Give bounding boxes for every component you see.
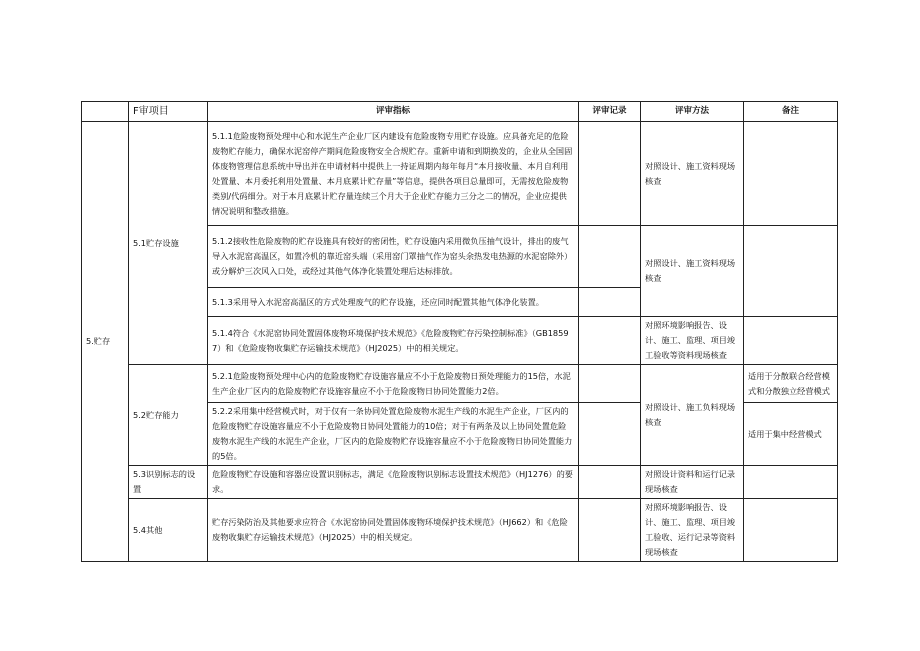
header-category xyxy=(82,102,129,122)
criteria-cell: 贮存污染防治及其他要求应符合《水泥窑协同处置固体废物环境保护技术规范》（HJ662）和《危险废物收集贮存运输技术规范》（HJ2025）中的相关规定。 xyxy=(208,499,579,562)
sub-item-cell: 5.1贮存设施 xyxy=(129,122,208,365)
header-note: 备注 xyxy=(744,102,838,122)
criteria-cell: 5.2.1危险废物预处理中心内的危险废物贮存设施容量应不小于危险废物日预处理能力的15倍，水泥生产企业厂区内的危险废物贮存设施容量应不小于危险废物日协同处置能力2倍。 xyxy=(208,365,579,403)
sub-item-cell: 5.2贮存能力 xyxy=(129,365,208,466)
record-cell xyxy=(579,317,641,365)
header-method: 评审方法 xyxy=(641,102,744,122)
method-cell: 对照设计、施工负料现场核查 xyxy=(641,365,744,466)
header-record: 评审记录 xyxy=(579,102,641,122)
review-table xyxy=(81,101,838,562)
criteria-cell: 5.1.2接收性危险废物的贮存设施具有较好的密闭性，贮存设施内采用微负压抽气设计，排出的废气导入水泥窑高温区，如置冷机的靠近窑头端（采用窑门罩抽气作为窑头余热发电热源的水泥窑除外）或分解炉三次风入口处，或经过其他气体净化装置处理后达标排放。 xyxy=(208,226,579,288)
method-cell: 对照环境影响报告、设计、施工、监理、项目竣工验收等资料现场核查 xyxy=(641,317,744,365)
method-cell: 对照设计资料和运行记录现场核查 xyxy=(641,466,744,499)
method-cell: 对照设计、施工资料现场核查 xyxy=(641,226,744,317)
header-row xyxy=(82,102,838,122)
method-cell: 对照环境影响报告、设计、施工、监理、项目竣工验收、运行记录等资料现场核查 xyxy=(641,499,744,562)
table-row xyxy=(82,499,838,562)
note-cell xyxy=(744,317,838,365)
record-cell xyxy=(579,226,641,288)
sub-item-cell: 5.4其他 xyxy=(129,499,208,562)
note-cell: 适用于分散联合经营模式和分散独立经营模式 xyxy=(744,365,838,403)
criteria-cell: 5.1.4符合《水泥窑协同处置固体废物环境保护技术规范》《危险废物贮存污染控制标准》（GB18597）和《危险废物收集贮存运输技术规范》（HJ2025）中的相关规定。 xyxy=(208,317,579,365)
header-criteria: 评审指标 xyxy=(208,102,579,122)
table-row xyxy=(82,365,838,403)
note-cell xyxy=(744,499,838,562)
record-cell xyxy=(579,499,641,562)
header-item: F审项目 xyxy=(129,102,208,122)
category-cell: 5.贮存 xyxy=(82,122,129,562)
note-cell: 适用于集中经营模式 xyxy=(744,403,838,466)
note-cell xyxy=(744,226,838,317)
criteria-cell: 5.1.1危险废物预处理中心和水泥生产企业厂区内建设有危险废物专用贮存设施。应具备充足的危险废物贮存能力，确保水泥窑停产期间危险废物安全合规贮存。重新申请和到期换发的，企业从全国固体废物管理信息系统中导出并在申请材料中提供上一持证周期内每年每月“本月接收量、本月自利用处置量、本月委托利用处置量、本月底累计贮存量”等信息，提供各项目总量即可，无需按危险废物类别/代码细分。对于本月底累计贮存量连续三个月大于企业贮存能力三分之二的情况，企业应提供情况说明和整改措施。 xyxy=(208,122,579,226)
record-cell xyxy=(579,122,641,226)
method-cell: 对照设计、施工资料现场核查 xyxy=(641,122,744,226)
record-cell xyxy=(579,403,641,466)
record-cell xyxy=(579,466,641,499)
table-row xyxy=(82,122,838,226)
criteria-cell: 5.1.3采用导入水泥窑高温区的方式处理废气的贮存设施，还应同时配置其他气体净化装置。 xyxy=(208,288,579,317)
note-cell xyxy=(744,466,838,499)
criteria-cell: 5.2.2采用集中经营模式时，对于仅有一条协同处置危险废物水泥生产线的水泥生产企业，厂区内的危险废物贮存设施容量应不小于危险废物日协同处置能力的10倍；对于有两条及以上协同处置危险废物水泥生产线的水泥生产企业，厂区内的危险废物贮存设施容量应不小于危险废物日协同处置能力的5倍。 xyxy=(208,403,579,466)
sub-item-cell: 5.3识别标志的设置 xyxy=(129,466,208,499)
note-cell xyxy=(744,122,838,226)
record-cell xyxy=(579,365,641,403)
record-cell xyxy=(579,288,641,317)
table-row xyxy=(82,466,838,499)
criteria-cell: 危险废物贮存设施和容器应设置识别标志，满足《危险废物识别标志设置技术规范》（HJ1276）的要求。 xyxy=(208,466,579,499)
